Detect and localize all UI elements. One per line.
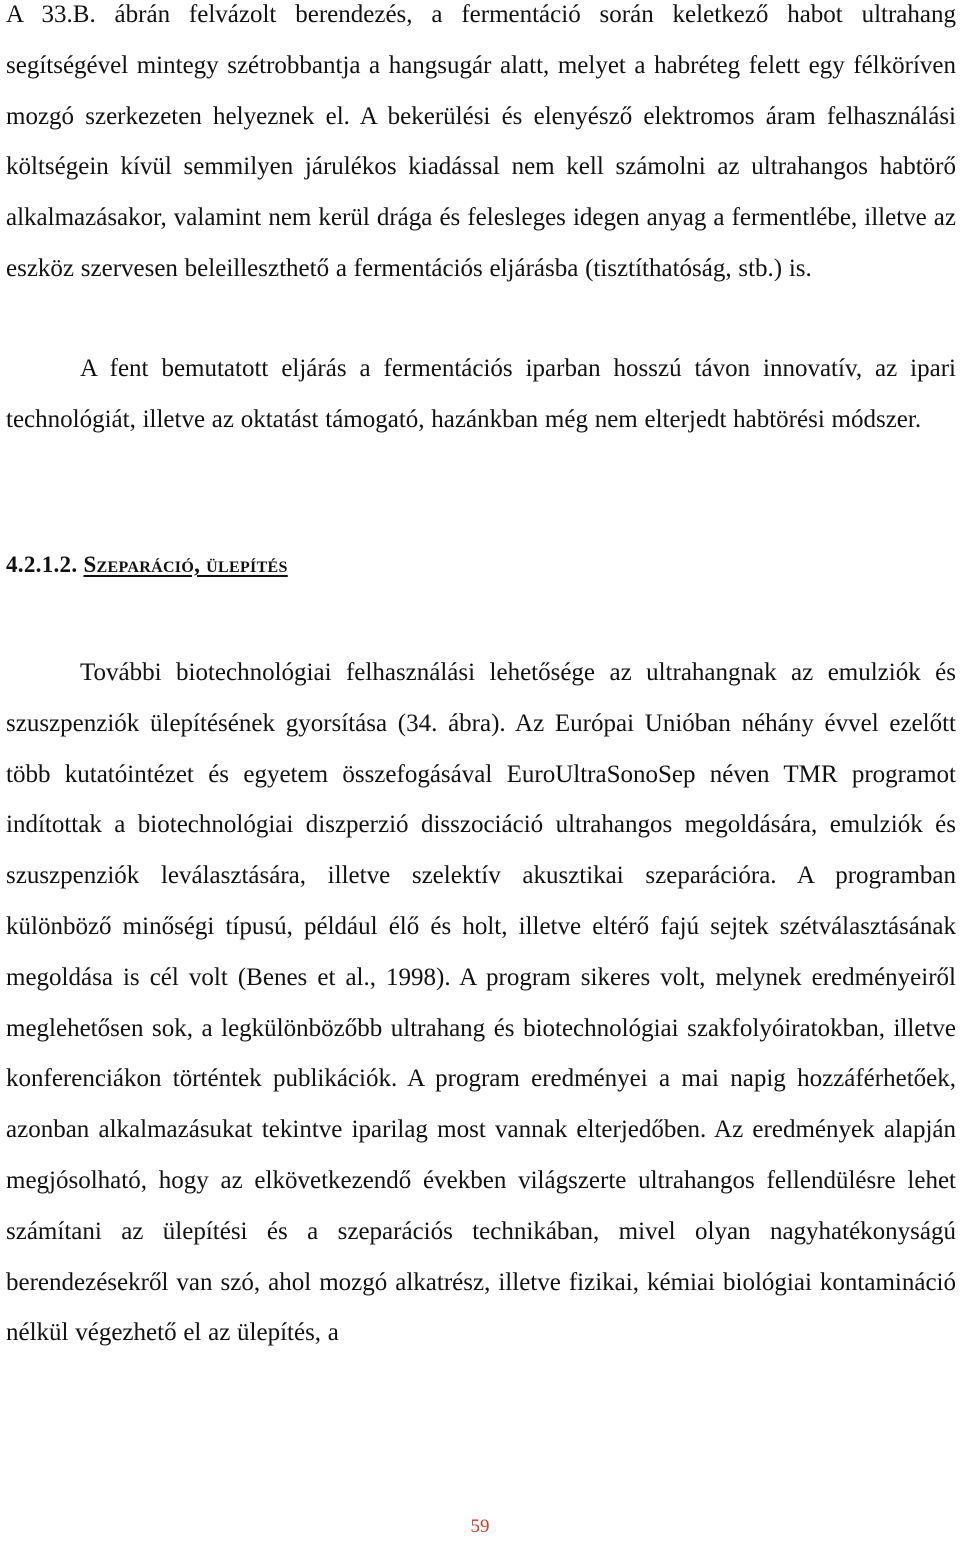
section-heading — [6, 552, 288, 578]
body-paragraph-1: A 33.B. ábrán felvázolt berendezés, a fermentáció során keletkező habot ultrahang segítségével mintegy szétrobbantja a hangsugár alatt, melyet a habréteg felett egy félköríven mozgó szerkezeten helyeznek el. A bekerülési és elenyésző elektromos áram felhasználási költségein kívül semmilyen járulékos kiadással nem kell számolni az ultrahangos habtörő alkalmazásakor, valamint nem kerül drága és felesleges idegen anyag a fermentlébe, illetve az eszköz szervesen beleilleszthető a fermentációs eljárásba (tisztíthatóság, stb.) is. — [6, 1, 956, 282]
section-number: 4.2.1.2. — [6, 552, 78, 577]
body-paragraph-2: A fent bemutatott eljárás a fermentációs iparban hosszú távon innovatív, az ipari technológiát, illetve az oktatást támogató, hazánkban még nem elterjedt habtörési módszer. — [6, 355, 956, 433]
body-paragraph-3: További biotechnológiai felhasználási lehetősége az ultrahangnak az emulziók és szuszpenziók ülepítésének gyorsítása (34. ábra). Az Európai Unióban néhány évvel ezelőtt több kutatóintézet és egyetem összefogásával EuroUltraSonoSep néven TMR programot indítottak a biotechnológiai diszperzió disszociáció ultrahangos megoldására, emulziók és szuszpenziók leválasztására, illetve szelektív akusztikai szeparációra. A programban különböző minőségi típusú, például élő és holt, illetve eltérő fajú sejtek szétválasztásának megoldása is cél volt (Benes et al., 1998). A program sikeres volt, melynek eredményeiről meglehetősen sok, a legkülönbözőbb ultrahang és biotechnológiai szakfolyóiratokban, illetve konferenciákon történtek publikációk. A program eredményei a mai napig hozzáférhetőek, azonban alkalmazásukat tekintve iparilag most vannak elterjedőben. Az eredmények alapján megjósolható, hogy az elkövetkezendő években világszerte ultrahangos fellendülésre lehet számítani az ülepítési és a szeparációs technikában, mivel olyan nagyhatékonyságú berendezésekről van szó, ahol mozgó alkatrész, illetve fizikai, kémiai biológiai kontamináció nélkül végezhető el az ülepítés, a — [6, 659, 956, 1347]
page-number: 59 — [470, 1516, 490, 1537]
section-title: Szeparáció, ülepítés — [83, 552, 288, 577]
